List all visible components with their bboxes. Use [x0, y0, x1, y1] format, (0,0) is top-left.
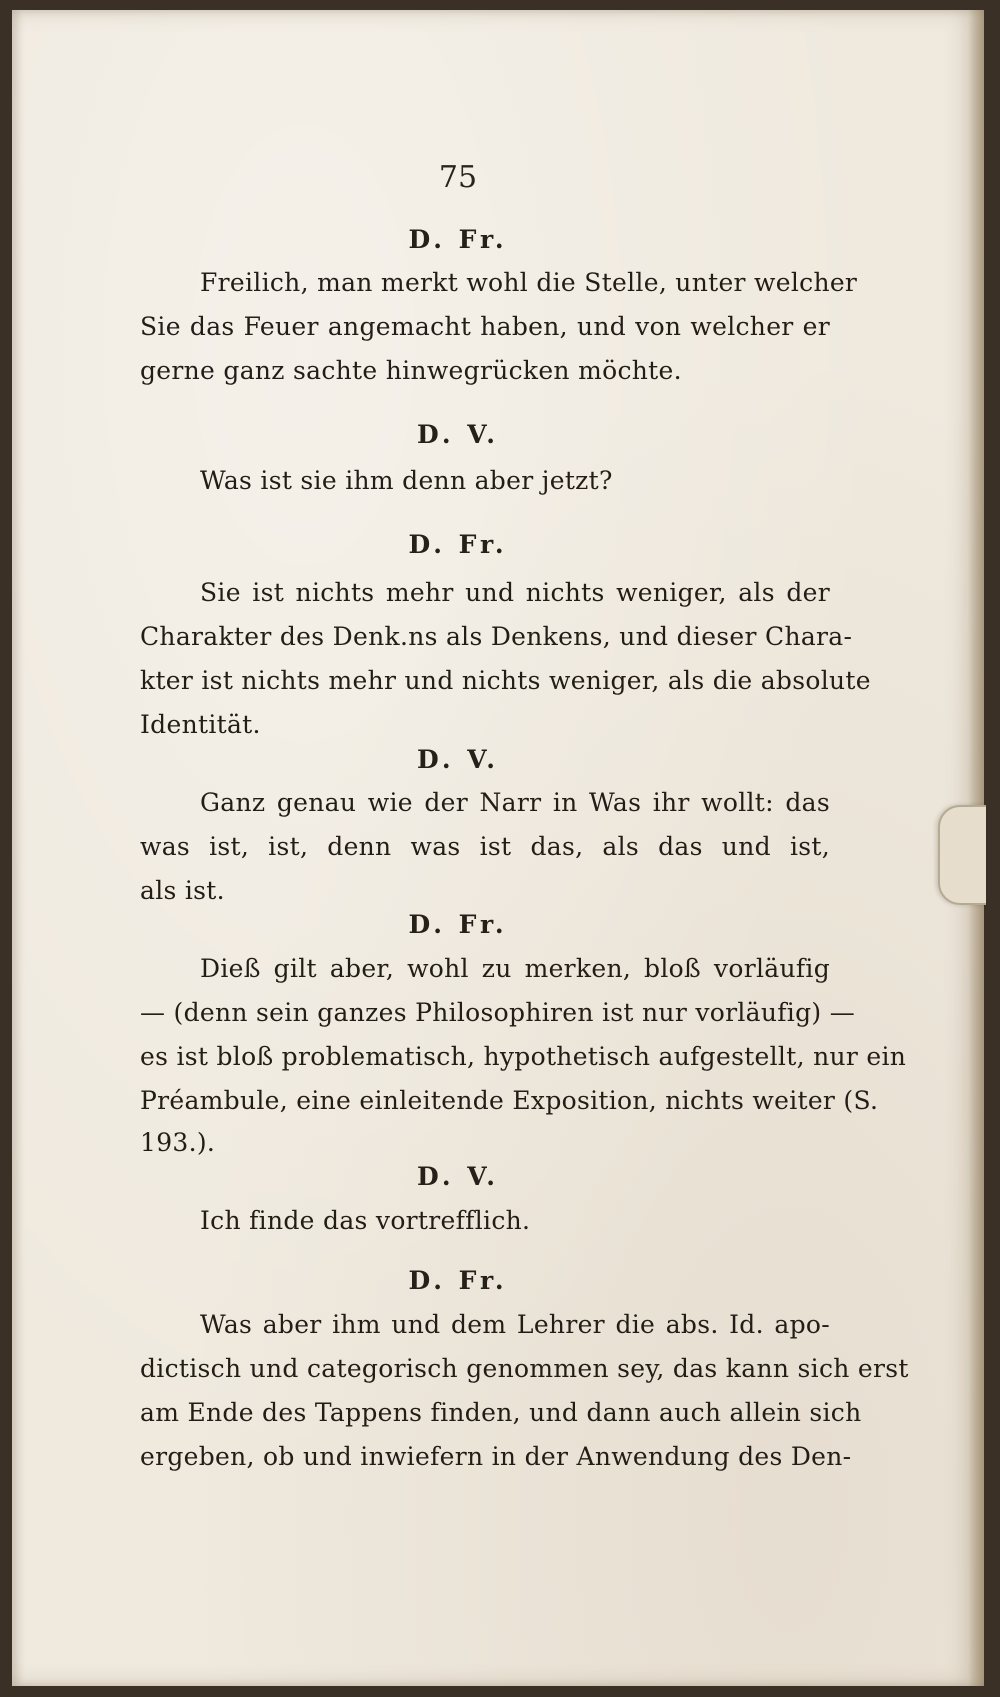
text-line: gerne ganz sachte hinwegrücken möchte. [140, 356, 682, 385]
text-line: am Ende des Tappens finden, und dann auch allein sich [140, 1398, 862, 1427]
text-line: Charakter des Denk.ns als Denkens, und dieser Chara- [140, 622, 853, 651]
page-number: 75 [438, 160, 478, 195]
text-line: Sie das Feuer angemacht haben, und von welcher er [140, 312, 830, 341]
text-line: es ist bloß problematisch, hypothetisch aufgestellt, nur ein [140, 1042, 907, 1071]
speaker-label: D. Fr. [408, 910, 508, 939]
speaker-label: D. V. [417, 745, 499, 774]
text-line: Ganz genau wie der Narr in Was ihr wollt: das [200, 788, 830, 817]
text-line: ergeben, ob und inwiefern in der Anwendung des Den- [140, 1442, 852, 1471]
text-line: 193.). [140, 1128, 216, 1157]
speaker-label: D. Fr. [408, 530, 508, 559]
speaker-label: D. V. [417, 1162, 499, 1191]
text-line: Préambule, eine einleitende Exposition, nichts weiter (S. [140, 1086, 879, 1115]
bookmark-tab [938, 805, 986, 905]
text-line: Dieß gilt aber, wohl zu merken, bloß vorläufig [200, 954, 830, 983]
text-line: kter ist nichts mehr und nichts weniger, als die absolute [140, 666, 871, 695]
text-line: Identität. [140, 710, 261, 739]
text-line: — (denn sein ganzes Philosophiren ist nur vorläufig) — [140, 998, 856, 1027]
speaker-label: D. V. [417, 420, 499, 449]
text-line: Ich finde das vortrefflich. [200, 1206, 531, 1235]
text-line: Was aber ihm und dem Lehrer die abs. Id. apo- [200, 1310, 830, 1339]
text-line: was ist, ist, denn was ist das, als das und ist, [140, 832, 830, 861]
text-line: Freilich, man merkt wohl die Stelle, unter welcher [200, 268, 858, 297]
text-line: dictisch und categorisch genommen sey, das kann sich erst [140, 1354, 909, 1383]
speaker-label: D. Fr. [408, 225, 508, 254]
text-line: als ist. [140, 876, 225, 905]
book-page [12, 10, 984, 1686]
text-line: Was ist sie ihm denn aber jetzt? [200, 466, 613, 495]
text-line: Sie ist nichts mehr und nichts weniger, als der [200, 578, 830, 607]
speaker-label: D. Fr. [408, 1266, 508, 1295]
